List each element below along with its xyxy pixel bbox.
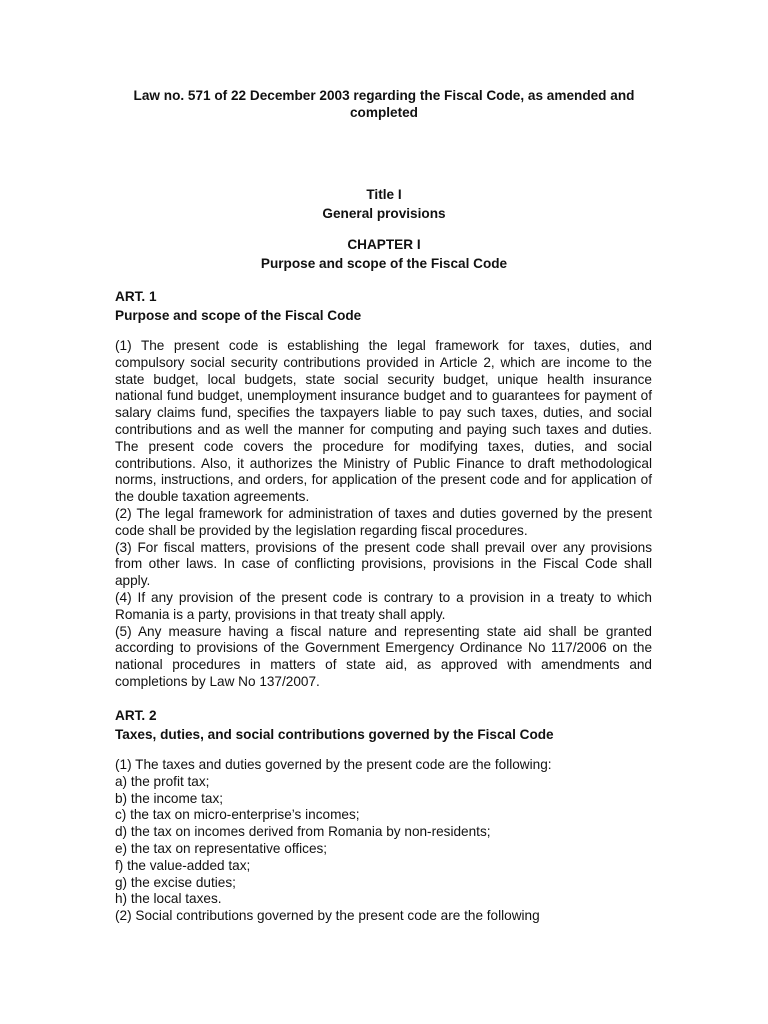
title-block: [110, 185, 658, 223]
chapter-number: CHAPTER I: [347, 237, 421, 252]
list-item: h) the local taxes.: [115, 891, 222, 907]
list-item: g) the excise duties;: [115, 874, 236, 890]
article-2-number: ART. 2: [115, 708, 157, 723]
list-item: f) the value-added tax;: [115, 857, 251, 873]
article-2-heading: Taxes, duties, and social contributions governed by the Fiscal Code: [115, 727, 554, 742]
article-2-closing: (2) Social contributions governed by the present code are the following: [115, 908, 540, 924]
article-2-intro: (1) The taxes and duties governed by the present code are the following:: [115, 757, 552, 772]
title-number: Title I: [366, 187, 402, 202]
article-1-heading: Purpose and scope of the Fiscal Code: [115, 308, 362, 323]
list-item: a) the profit tax;: [115, 773, 210, 789]
list-item: b) the income tax;: [115, 790, 224, 806]
article-1-paragraph-2: (2) The legal framework for administration of taxes and duties governed by the present code shall be provided by the legislation regarding fiscal procedures.: [115, 505, 652, 538]
list-item: d) the tax on incomes derived from Romania by non-residents;: [115, 824, 491, 840]
document-title: Law no. 571 of 22 December 2003 regarding the Fiscal Code, as amended and completed: [133, 88, 635, 120]
article-1-paragraph-5: (5) Any measure having a fiscal nature and representing state aid shall be granted according to provisions of the Government Emergency Ordinance No 117/2006 on the national procedures in matters of state aid, as approved with amendments and completions by Law No 137/2007.: [115, 623, 652, 689]
chapter-subtitle: Purpose and scope of the Fiscal Code: [260, 256, 508, 271]
article-1-paragraph-3: (3) For fiscal matters, provisions of the present code shall prevail over any provisions from other laws. In case of conflicting provisions, provisions in the Fiscal Code shall apply.: [115, 539, 652, 589]
list-item: c) the tax on micro-enterprise’s incomes;: [115, 807, 360, 823]
article-1-paragraph-4: (4) If any provision of the present code is contrary to a provision in a treaty to which Romania is a party, provisions in that treaty shall apply.: [115, 589, 652, 622]
article-1-number: ART. 1: [115, 289, 157, 304]
article-2: [115, 706, 652, 925]
article-1: [115, 287, 652, 691]
title-subtitle: General provisions: [322, 206, 446, 221]
article-1-paragraph-1: (1) The present code is establishing the legal framework for taxes, duties, and compulsory social security contributions provided in Article 2, which are income to the state budget, local budgets, state social security budget, unique health insurance national fund budget, unemployment insurance budget and to guarantees for payment of salary claims fund, specifies the taxpayers liable to pay such taxes, duties, and social contributions and as well the manner for computing and paying such taxes and duties. The present code covers the procedure for modifying taxes, duties, and social contributions. Also, it authorizes the Ministry of Public Finance to draft methodological norms, instructions, and orders, for application of the present code and for application of the double taxation agreements.: [115, 338, 652, 505]
chapter-block: [110, 235, 658, 273]
list-item: e) the tax on representative offices;: [115, 840, 328, 856]
